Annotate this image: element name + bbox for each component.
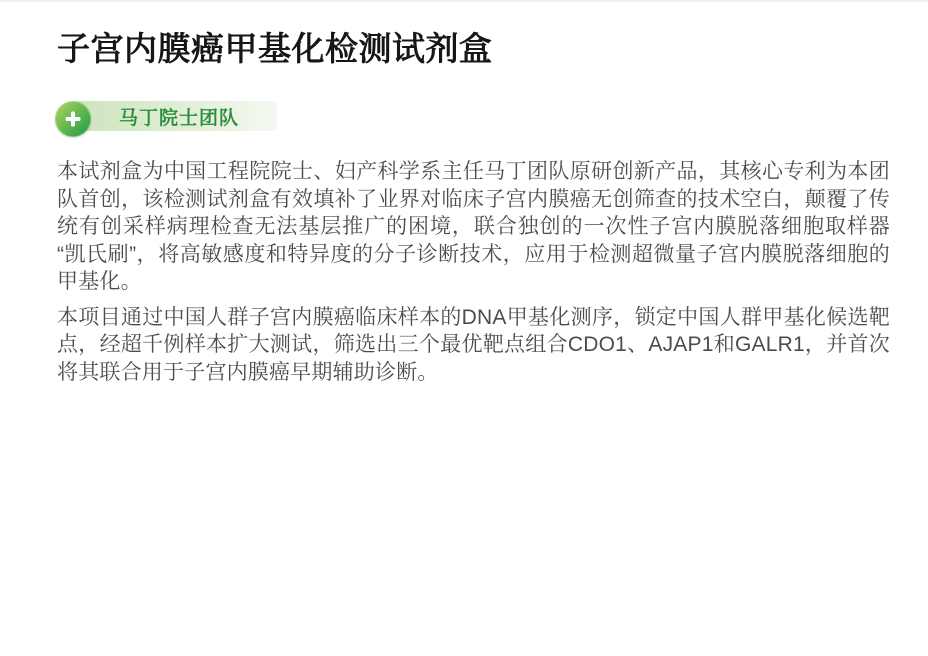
description-paragraph-2: 本项目通过中国人群子宫内膜癌临床样本的DNA甲基化测序，锁定中国人群甲基化候选靶点，经超千例样本扩大测试，筛选出三个最优靶点组合CDO1、AJAP1和GALR1，并首次将其联合用于子宫内膜癌早期辅助诊断。 (57, 305, 890, 384)
product-detail-page (0, 2, 928, 386)
product-description (57, 158, 890, 386)
page-title: 子宫内膜癌甲基化检测试剂盒 (57, 30, 493, 67)
team-badge (55, 101, 277, 137)
team-badge-pill (72, 101, 277, 131)
description-paragraph-1: 本试剂盒为中国工程院院士、妇产科学系主任马丁团队原研创新产品，其核心专利为本团队首创，该检测试剂盒有效填补了业界对临床子宫内膜癌无创筛查的技术空白，颠覆了传统有创采样病理检查无法基层推广的困境，联合独创的一次性子宫内膜脱落细胞取样器“凯氏刷”，将高敏感度和特异度的分子诊断技术，应用于检测超微量子宫内膜脱落细胞的甲基化。 (57, 160, 890, 294)
plus-icon (55, 101, 91, 137)
team-badge-label: 马丁院士团队 (119, 107, 240, 129)
